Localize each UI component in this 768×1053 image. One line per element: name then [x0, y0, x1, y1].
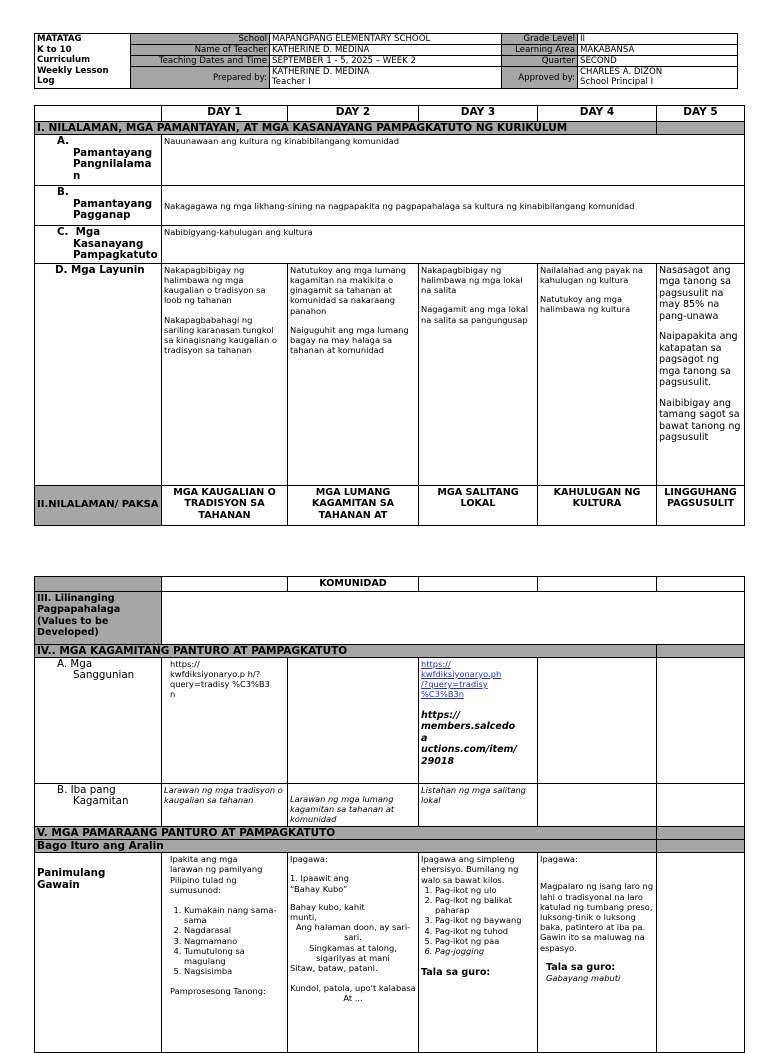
sanggunian-link[interactable]: https:// kwfdiksiyonaryo.ph /?query=tradisy %C3%B3n: [421, 658, 502, 700]
day-4-header: DAY 4: [538, 106, 657, 122]
row-sanggunian: [35, 657, 745, 783]
quarter-value: SECOND: [578, 56, 738, 67]
day3-list: 1. Pag-ikot ng ulo 2. Pag-ikot ng balikat paharap 3. Pag-ikot ng baywang 4. Pag-ikot ng tuhod 5. Pag-ikot ng paa 6. Pag-jogging: [421, 885, 535, 956]
day-5-header: DAY 5: [657, 106, 745, 122]
lesson-log-table-page2: [34, 576, 745, 1053]
layunin-day2: Natutukoy ang mga lumang kagamitan na makikita o ginagamit sa tahanan at komunidad sa nakaraang panahon Naiguguhit ang mga lumang bagay na may halaga sa tahanan at komunidad: [288, 263, 419, 485]
area-label: Learning Area: [502, 45, 578, 56]
day1-list: 1. Kumakain nang sama-sama 2. Nagdarasal 3. Nagmamano 4. Tumutulong sa magulang 5. Nagsisimba: [170, 905, 285, 976]
row-pamantayang-pangnilalaman: [35, 135, 745, 186]
header-table: [34, 33, 738, 89]
label-panimulang: Panimulang Gawain: [35, 853, 162, 1053]
panimulang-day2: Ipagawa: 1. Ipaawit ang “Bahay Kubo” Bahay kubo, kahit munti, Ang halaman doon, ay sari-sari. Singkamas at talong, sigarilyas at mani Sitaw, bataw, patani. Kundol, patola, upo't kalabasa At ...: [288, 853, 419, 1053]
paksa-day1: MGA KAUGALIAN O TRADISYON SA TAHANAN: [162, 485, 288, 525]
prepared-value: [270, 67, 502, 89]
panimulang-day1: Ipakita ang mga larawan ng pamilyang Pilipino tulad ng sumusunod: 1. Kumakain nang sama-sama 2. Nagdarasal 3. Nagmamano 4. Tumutulong sa magulang 5. Nagsisimba Pamprosesong Tanong:: [162, 853, 288, 1053]
paksa-day2: MGA LUMANG KAGAMITAN SA TAHANAN AT: [288, 485, 419, 525]
grade-value: II: [578, 34, 738, 45]
layunin-day5: Nasasagot ang mga tanong sa pagsusulit na may 85% na pang-unawa Naipapakita ang katapatan sa pagsagot ng mga tanong sa pagsusulit. Naibibigay ang tamang sagot sa bawat tanong ng pagsusulit: [657, 263, 745, 485]
doc-title: MATATAG K to 10 Curriculum Weekly Lesson Log: [35, 34, 131, 89]
label-c: C. Mga Kasanayang Pampagkatuto: [35, 226, 162, 264]
label-b: B. Pamantayang Pagganap: [35, 186, 162, 226]
layunin-day4: Nailalahad ang payak na kahulugan ng kultura Natutukoy ang mga halimbawa ng kultura: [538, 263, 657, 485]
layunin-day1: Nakapagbibigay ng halimbawa ng mga kaugalian o tradisyon sa loob ng tahanan Nakapagbabahagi ng sariling karanasan tungkol sa kinagisnang kaugalian o tradisyon sa tahanan: [162, 263, 288, 485]
sanggunian-day3: [419, 657, 538, 783]
dates-label: Teaching Dates and Time: [131, 56, 270, 67]
sanggunian-day1: https:// kwfdiksiyonaryo.p h/?query=tradisy %C3%B3 n: [162, 657, 288, 783]
label-pagpapahalaga: III. Lilinanging Pagpapahalaga (Values to be Developed): [35, 591, 162, 644]
row-kasanayang-pampagkatuto: [35, 226, 745, 264]
label-a: A. Pamantayang Pangnilalama n: [35, 135, 162, 186]
approved-name: CHARLES A. DIZON: [580, 67, 663, 77]
row-iba-pang-kagamitan: [35, 783, 745, 826]
panimulang-day4: Ipagawa: Magpalaro ng isang laro ng lahi o tradisyonal na laro katulad ng tumbang preso, luksong-tinik o luksong baka, patintero at iba pa. Gawin ito sa maluwag na espasyo. Tala sa guro: Gabayang mabuti: [538, 853, 657, 1053]
text-c: Nabibigyang-kahulugan ang kultura: [162, 226, 745, 264]
section-5-subtitle: Bago Ituro ang Aralin: [35, 839, 657, 852]
approved-label: Approved by:: [502, 67, 578, 89]
label-sanggunian: A. Mga Sanggunian: [35, 657, 162, 783]
approved-role: School Principal I: [580, 77, 654, 87]
prepared-label: Prepared by:: [131, 67, 270, 89]
dates-value: SEPTEMBER 1 - 5, 2025 – WEEK 2: [270, 56, 502, 67]
row-nilalaman-paksa: [35, 485, 745, 525]
text-a: Nauunawaan ang kultura ng kinabibilangang komunidad: [162, 135, 745, 186]
row-lilinanging-pagpapahalaga: [35, 591, 745, 644]
label-kagamitan: B. Iba pang Kagamitan: [35, 783, 162, 826]
row-mga-layunin: [35, 263, 745, 485]
kagamitan-day1: Larawan ng mga tradisyon o kaugalian sa tahanan: [162, 783, 288, 826]
panimulang-day3: Ipagawa ang simpleng ehersisyo. Bumilang ng walo sa bawat kilos. 1. Pag-ikot ng ulo 2. Pag-ikot ng balikat paharap 3. Pag-ikot ng baywang 4. Pag-ikot ng tuhod 5. Pag-ikot ng paa 6. Pag-jogging Tala sa guro:: [419, 853, 538, 1053]
row-panimulang-gawain: [35, 853, 745, 1053]
approved-value: [578, 67, 738, 89]
teacher-label: Name of Teacher: [131, 45, 270, 56]
row-paksa-continued: [35, 577, 745, 592]
paksa-day5: LINGGUHANG PAGSUSULIT: [657, 485, 745, 525]
day-3-header: DAY 3: [419, 106, 538, 122]
day-2-header: DAY 2: [288, 106, 419, 122]
teacher-value: KATHERINE D. MEDINA: [270, 45, 502, 56]
section-1-title: I. NILALAMAN, MGA PAMANTAYAN, AT MGA KASANAYANG PAMPAGKATUTO NG KURIKULUM: [35, 122, 657, 135]
paksa-day2-cont: KOMUNIDAD: [288, 577, 419, 592]
row-pamantayang-pagganap: [35, 186, 745, 226]
quarter-label: Quarter: [502, 56, 578, 67]
label-nilalaman: II.NILALAMAN/ PAKSA: [35, 485, 162, 525]
lesson-log-table-page1: [34, 105, 745, 526]
day-1-header: DAY 1: [162, 106, 288, 122]
prepared-role: Teacher I: [272, 77, 311, 87]
section-4-title: IV.. MGA KAGAMITANG PANTURO AT PAMPAGKATUTO: [35, 644, 657, 657]
song-lyrics: Bahay kubo, kahit munti, Ang halaman doon, ay sari-sari. Singkamas at talong, sigarilyas at mani Sitaw, bataw, patani. Kundol, patola, upo't kalabasa At ...: [290, 901, 416, 1004]
text-b: Nakagagawa ng mga likhang-sining na nagpapakita ng pagpapahalaga sa kultura ng kinabibilangang komunidad: [162, 186, 745, 226]
sanggunian-url-2: https:// members.salcedo a uctions.com/item/ 29018: [421, 709, 517, 767]
grade-label: Grade Level: [502, 34, 578, 45]
school-value: MAPANGPANG ELEMENTARY SCHOOL: [270, 34, 502, 45]
school-label: School: [131, 34, 270, 45]
layunin-day3: Nakapagbibigay ng halimbawa ng mga lokal na salita Nagagamit ang mga lokal na salita sa pangungusap: [419, 263, 538, 485]
kagamitan-day3: Listahan ng mga salitang lokal: [419, 783, 538, 826]
paksa-day4: KAHULUGAN NG KULTURA: [538, 485, 657, 525]
paksa-day3: MGA SALITANG LOKAL: [419, 485, 538, 525]
area-value: MAKABANSA: [578, 45, 738, 56]
prepared-name: KATHERINE D. MEDINA: [272, 67, 370, 77]
day-header-row: [35, 106, 745, 122]
label-d: D. Mga Layunin: [35, 263, 162, 485]
section-5-title: V. MGA PAMARAANG PANTURO AT PAMPAGKATUTO: [35, 826, 657, 839]
kagamitan-day2: Larawan ng mga lumang kagamitan sa tahanan at komunidad: [288, 783, 419, 826]
